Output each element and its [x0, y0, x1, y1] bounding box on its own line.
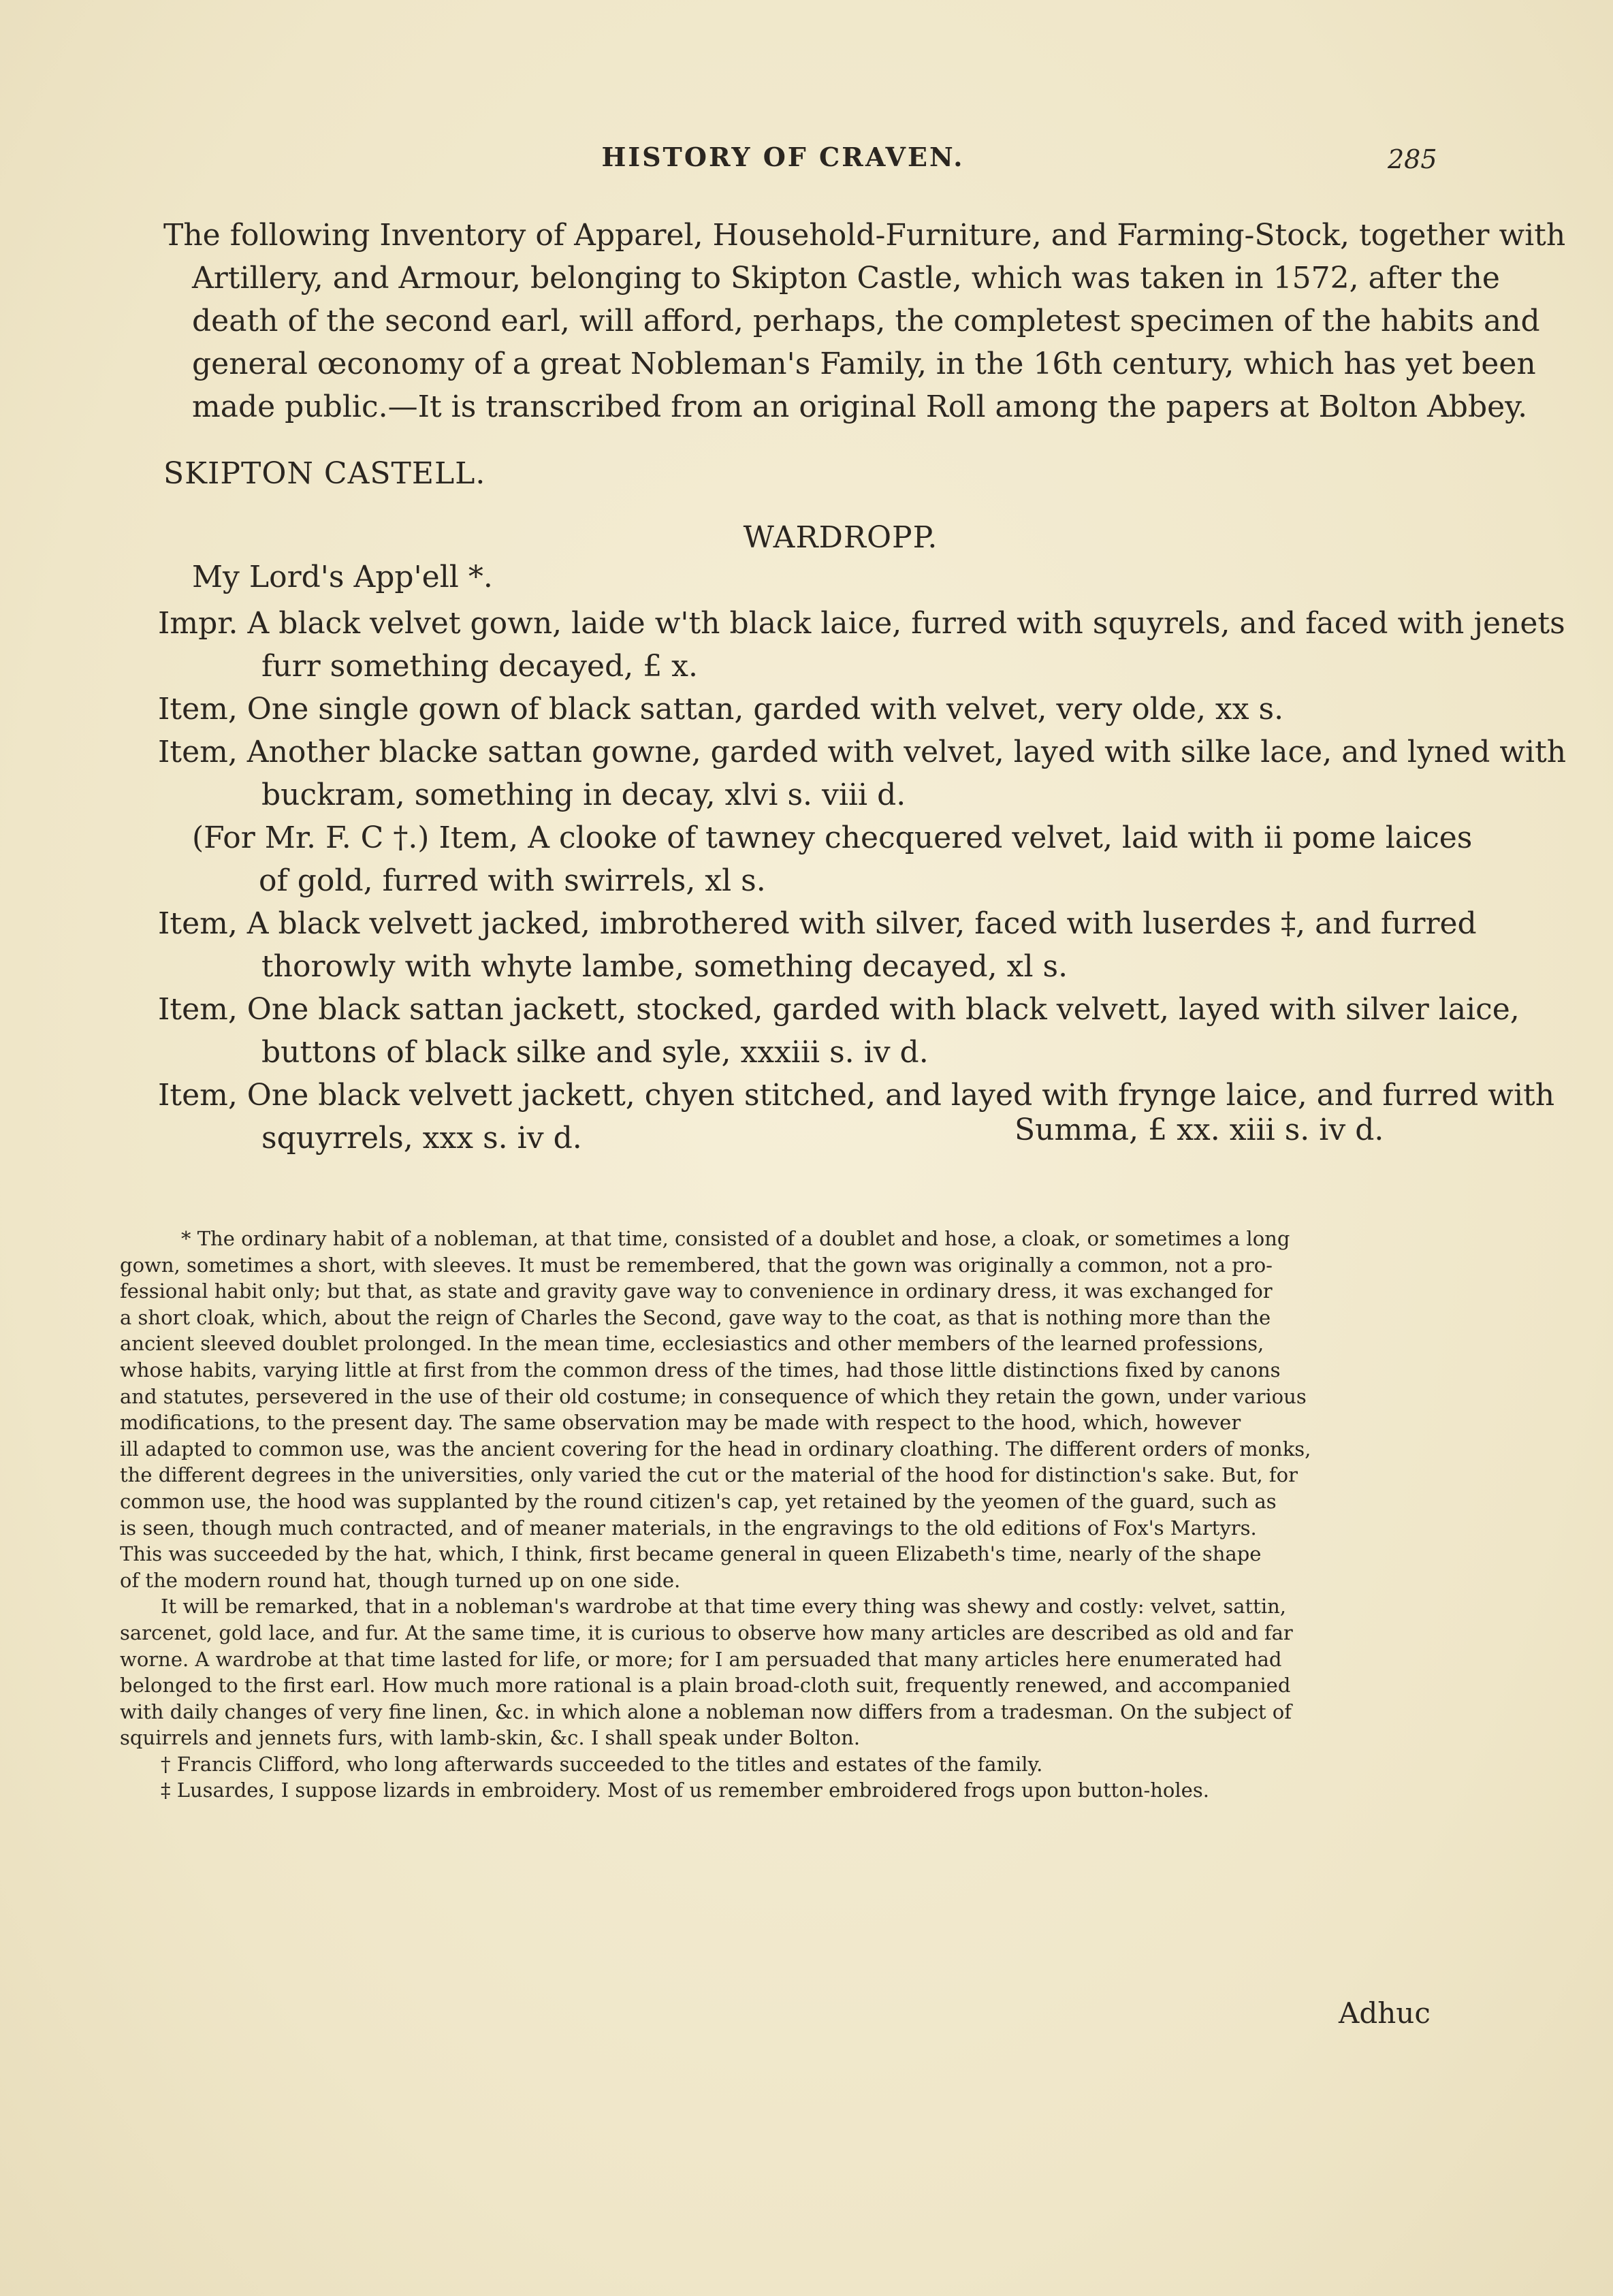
- section-heading-lord: My Lord's App'ell *.: [192, 560, 493, 594]
- footnote-line: the different degrees in the universities, only varied the cut or the material of the hood for distinction's sake. But, for: [120, 1463, 1298, 1487]
- footnote-line: belonged to the first earl. How much more rational is a plain broad-cloth suit, frequently renewed, and accompanied: [120, 1674, 1291, 1697]
- footnotes: [120, 1226, 1441, 1804]
- item-line: Item, One single gown of black sattan, garded with velvet, very olde, xx s.: [158, 692, 1284, 727]
- inventory-item: [158, 902, 1477, 988]
- item-line: (For Mr. F. C †.) Item, A clooke of tawney checquered velvet, laid with ii pome laices: [192, 820, 1473, 855]
- footnote-line: † Francis Clifford, who long afterwards succeeded to the titles and estates of the family.: [161, 1752, 1043, 1776]
- intro-line: made public.—It is transcribed from an original Roll among the papers at Bolton Abbey.: [192, 389, 1528, 424]
- footnote-line: with daily changes of very fine linen, &c. in which alone a nobleman now differs from a tradesman. On the subject of: [120, 1700, 1292, 1723]
- footnote-line: a short cloak, which, about the reign of Charles the Second, gave way to the coat, as that is nothing more than the: [120, 1305, 1271, 1329]
- intro-line: The following Inventory of Apparel, Household-Furniture, and Farming-Stock, together with: [163, 218, 1566, 253]
- item-line: buckram, something in decay, xlvi s. viii d.: [261, 778, 906, 812]
- item-line: furr something decayed, £ x.: [261, 649, 698, 684]
- section-heading-wardropp: [0, 520, 1613, 555]
- footnote-line: ill adapted to common use, was the ancient covering for the head in ordinary cloathing. The different orders of monks,: [120, 1437, 1311, 1461]
- footnote-line: gown, sometimes a short, with sleeves. It must be remembered, that the gown was originally a common, not a pro-: [120, 1253, 1273, 1277]
- footnote-line: of the modern round hat, though turned up on one side.: [120, 1568, 681, 1592]
- summa-total: Summa, £ xx. xiii s. iv d.: [1015, 1113, 1384, 1147]
- item-line: squyrrels, xxx s. iv d.: [261, 1121, 582, 1155]
- footnote-line: This was succeeded by the hat, which, I think, first became general in queen Elizabeth's time, nearly of the shape: [120, 1542, 1262, 1566]
- footnote-line: is seen, though much contracted, and of meaner materials, in the engravings to the old editions of Fox's Martyrs.: [120, 1516, 1257, 1540]
- footnote-line: fessional habit only; but that, as state and gravity gave way to convenience in ordinary dress, it was exchanged for: [120, 1279, 1273, 1303]
- item-line: Item, Another blacke sattan gowne, garded with velvet, layed with silke lace, and lyned with: [158, 735, 1567, 769]
- wardropp-label: WARDROPP.: [743, 520, 938, 555]
- footnote-line: common use, the hood was supplanted by the round citizen's cap, yet retained by the yeomen of the guard, such as: [120, 1489, 1277, 1513]
- inventory-item: [158, 816, 1473, 902]
- item-line: buttons of black silke and syle, xxxiii s. iv d.: [261, 1035, 929, 1070]
- item-line: Item, A black velvett jacked, imbrothered with silver, faced with luserdes ‡, and furred: [158, 906, 1477, 941]
- page-header: [0, 142, 1613, 182]
- footnote-line: It will be remarked, that in a nobleman's wardrobe at that time every thing was shewy and costly: velvet, sattin,: [161, 1595, 1286, 1619]
- footnote-line: worne. A wardrobe at that time lasted for life, or more; for I am persuaded that many articles here enumerated had: [120, 1647, 1282, 1671]
- page-number: 285: [1388, 144, 1437, 174]
- item-line: of gold, furred with swirrels, xl s.: [259, 863, 766, 898]
- footnote-line: squirrels and jennets furs, with lamb-skin, &c. I shall speak under Bolton.: [120, 1726, 861, 1750]
- intro-paragraph: [163, 214, 1566, 428]
- footnote-line: ‡ Lusardes, I suppose lizards in embroidery. Most of us remember embroidered frogs upon button-holes.: [161, 1779, 1209, 1802]
- inventory-item: [158, 988, 1520, 1074]
- footnote-line: ancient sleeved doublet prolonged. In the mean time, ecclesiastics and other members of the learned professions,: [120, 1332, 1264, 1356]
- item-line: Item, One black sattan jackett, stocked, garded with black velvett, layed with silver laice,: [158, 992, 1520, 1027]
- intro-line: general œconomy of a great Nobleman's Family, in the 16th century, which has yet been: [192, 347, 1536, 381]
- inventory-list: [158, 602, 1567, 1160]
- running-title: HISTORY OF CRAVEN.: [601, 142, 965, 172]
- item-line: Impr. A black velvet gown, laide w'th black laice, furred with squyrels, and faced with jenets: [158, 606, 1565, 641]
- catchword: Adhuc: [1339, 1996, 1431, 2030]
- footnote-line: sarcenet, gold lace, and fur. At the same time, it is curious to observe how many articles are described as old and far: [120, 1621, 1293, 1644]
- inventory-item: [158, 602, 1565, 688]
- footnote-line: whose habits, varying little at first from the common dress of the times, had those little distinctions fixed by canons: [120, 1358, 1281, 1382]
- item-line: Item, One black velvett jackett, chyen stitched, and layed with frynge laice, and furred with: [158, 1078, 1555, 1113]
- item-line: thorowly with whyte lambe, something decayed, xl s.: [261, 949, 1068, 984]
- section-heading-castell: SKIPTON CASTELL.: [163, 456, 486, 491]
- inventory-item: [158, 688, 1445, 731]
- inventory-item: [158, 731, 1567, 816]
- footnote-line: * The ordinary habit of a nobleman, at that time, consisted of a doublet and hose, a cloak, or sometimes a long: [181, 1227, 1290, 1250]
- footnote-line: and statutes, persevered in the use of their old costume; in consequence of which they retain the gown, under various: [120, 1384, 1307, 1408]
- intro-line: death of the second earl, will afford, perhaps, the completest specimen of the habits and: [192, 304, 1540, 338]
- footnote-line: modifications, to the present day. The same observation may be made with respect to the hood, which, however: [120, 1411, 1241, 1435]
- intro-line: Artillery, and Armour, belonging to Skipton Castle, which was taken in 1572, after the: [192, 261, 1500, 296]
